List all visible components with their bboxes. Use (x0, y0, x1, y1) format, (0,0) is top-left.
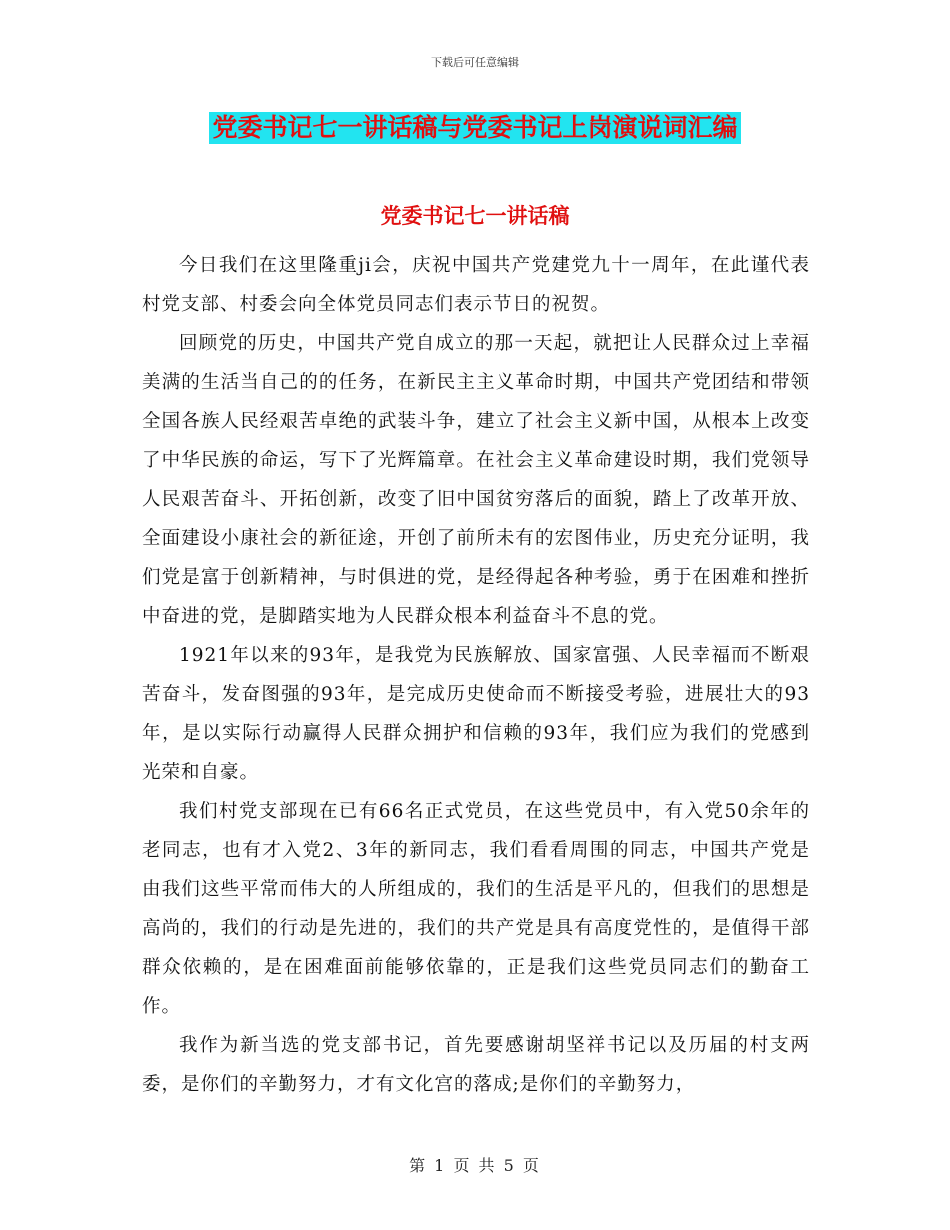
section-title: 党委书记七一讲话稿 (380, 204, 570, 228)
document-title: 党委书记七一讲话稿与党委书记上岗演说词汇编 (209, 112, 740, 144)
page-number-footer: 第 1 页 共 5 页 (409, 1156, 541, 1175)
paragraph: 回顾党的历史，中国共产党自成立的那一天起，就把让人民群众过上幸福美满的生活当自己的的任务，在新民主主义革命时期，中国共产党团结和带领全国各族人民经艰苦卓绝的武装斗争，建立了社会主义新中国，从根本上改变了中华民族的命运，写下了光辉篇章。在社会主义革命建设时期，我们党领导人民艰苦奋斗、开拓创新，改变了旧中国贫穷落后的面貌，踏上了改革开放、全面建设小康社会的新征途，开创了前所未有的宏图伟业，历史充分证明，我们党是富于创新精神，与时俱进的党，是经得起各种考验，勇于在困难和挫折中奋进的党，是脚踏实地为人民群众根本利益奋斗不息的党。 (142, 333, 810, 627)
page-header-note: 下载后可任意编辑 (431, 56, 519, 69)
document-body (142, 246, 810, 1104)
paragraph: 我们村党支部现在已有66名正式党员，在这些党员中，有入党50余年的老同志，也有才入党2、3年的新同志，我们看看周围的同志，中国共产党是由我们这些平常而伟大的人所组成的，我们的生活是平凡的，但我们的思想是高尚的，我们的行动是先进的，我们的共产党是具有高度党性的，是值得干部群众依赖的，是在困难面前能够依靠的，正是我们这些党员同志们的勤奋工作。 (142, 801, 810, 1017)
paragraph: 我作为新当选的党支部书记，首先要感谢胡坚祥书记以及历届的村支两委，是你们的辛勤努力，才有文化宫的落成;是你们的辛勤努力， (142, 1035, 810, 1095)
document-title-container (0, 112, 950, 144)
paragraph: 1921年以来的93年，是我党为民族解放、国家富强、人民幸福而不断艰苦奋斗，发奋图强的93年，是完成历史使命而不断接受考验，进展壮大的93年，是以实际行动赢得人民群众拥护和信赖的93年，我们应为我们的党感到光荣和自豪。 (142, 645, 810, 783)
paragraph: 今日我们在这里隆重ji会，庆祝中国共产党建党九十一周年，在此谨代表村党支部、村委会向全体党员同志们表示节日的祝贺。 (142, 255, 810, 315)
